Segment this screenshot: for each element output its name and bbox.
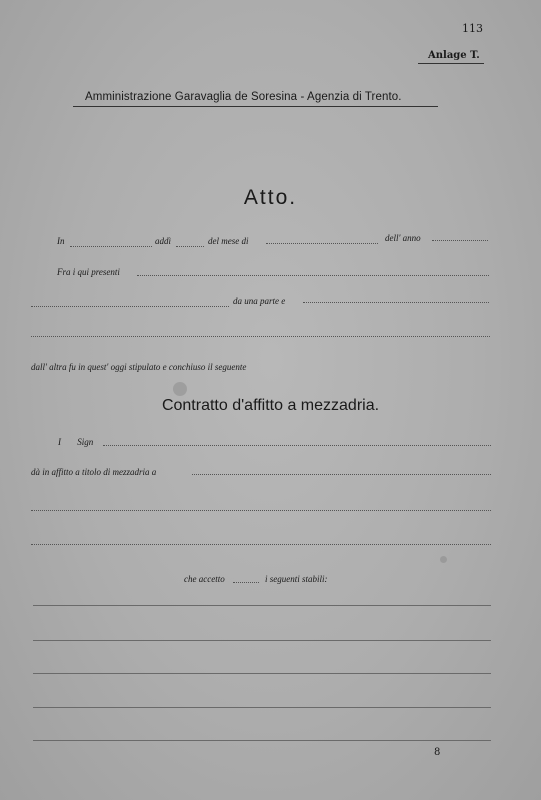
paper-stain [173, 382, 187, 396]
blank-anno[interactable] [432, 240, 488, 241]
blank-addi[interactable] [176, 246, 204, 247]
label-da-in-affitto: dà in affitto a titolo di mezzadria a [31, 467, 157, 477]
stipulation-text: dall' altra fu in quest' oggi stipulato e conchiuso il seguente [31, 362, 247, 372]
document-title: Atto. [243, 186, 298, 209]
label-seguenti-stabili: i seguenti stabili: [265, 574, 328, 584]
blank-in[interactable] [70, 246, 152, 247]
blank-accetto[interactable] [233, 582, 259, 583]
appendix-label: Anlage T. [428, 50, 480, 61]
blank-sign[interactable] [103, 445, 491, 446]
appendix-underline [418, 63, 484, 64]
blank-presenti[interactable] [137, 275, 489, 276]
blank-line-4[interactable] [31, 336, 490, 337]
blank-line-14[interactable] [33, 707, 491, 708]
blank-party-one[interactable] [31, 306, 229, 307]
page-number: 113 [462, 22, 483, 35]
paper-stain [440, 556, 447, 563]
label-da-una-parte: da una parte e [233, 296, 286, 306]
contract-heading: Contratto d'affitto a mezzadria. [161, 397, 380, 414]
footer-number: 8 [434, 747, 441, 758]
blank-line-15[interactable] [33, 740, 491, 741]
blank-line-11[interactable] [33, 605, 491, 606]
label-sign: I Sign [58, 437, 94, 447]
blank-line-8[interactable] [31, 510, 491, 511]
header-underline [73, 106, 438, 107]
administration-header: Amministrazione Garavaglia de Soresina - Agenzia di Trento. [85, 91, 402, 103]
label-del-mese-di: del mese di [208, 236, 249, 246]
label-fra-presenti: Fra i qui presenti [57, 267, 120, 277]
blank-line-12[interactable] [33, 640, 491, 641]
blank-party-two[interactable] [303, 302, 489, 303]
blank-line-13[interactable] [33, 673, 491, 674]
blank-mese[interactable] [266, 243, 378, 244]
blank-affittuario[interactable] [192, 474, 491, 475]
label-in: In [57, 236, 65, 246]
blank-line-9[interactable] [31, 544, 491, 545]
label-dell-anno: dell' anno [385, 233, 421, 243]
label-che-accetto: che accetto [184, 574, 225, 584]
label-addi: addì [155, 236, 172, 246]
